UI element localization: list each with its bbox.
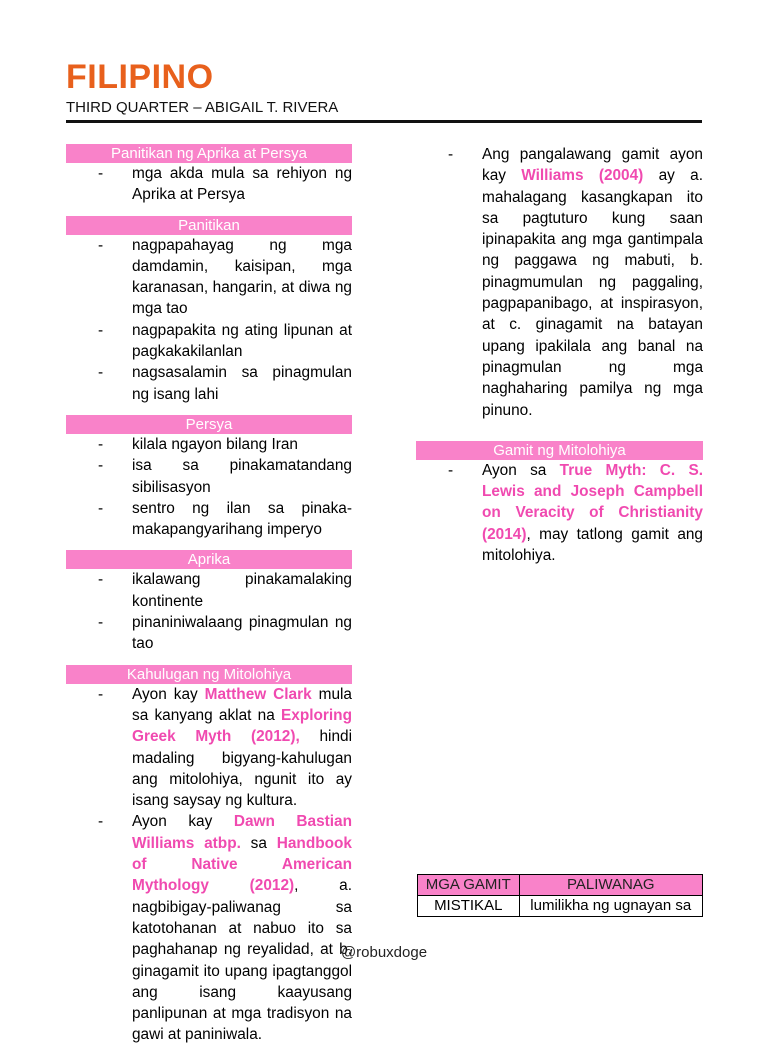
list-item: - Ayon sa True Myth: C. S. Lewis and Joseph Campbell on Veracity of Christianity (2014), may tatlong gamit ang mitolohiya. [416, 460, 703, 566]
page-title: FILIPINO [66, 58, 214, 96]
gamit-table [417, 874, 703, 917]
list-item: - pinaniniwalaang pinagmulan ng tao [66, 612, 352, 655]
list-item: - nagpapakita ng ating lipunan at pagkakakilanlan [66, 320, 352, 363]
header-divider [66, 120, 702, 123]
footer-handle: @robuxdoge [340, 944, 428, 961]
list-item: - kilala ngayon bilang Iran [66, 434, 352, 455]
section-heading-panitikan: Panitikan [66, 216, 352, 235]
left-column [66, 144, 352, 1046]
list-item: - ikalawang pinakamalaking kontinente [66, 569, 352, 612]
citation-title: Handbook of Native American Mythology (2012) [132, 834, 352, 895]
citation-author: Matthew Clark [204, 685, 312, 703]
section-heading-persya: Persya [66, 415, 352, 434]
citation-author: Williams (2004) [521, 167, 644, 185]
list-item: - nagpapahayag ng mga damdamin, kaisipan, mga karanasan, hangarin, at diwa ng mga tao [66, 235, 352, 320]
table-cell: MISTIKAL [418, 896, 520, 917]
list-item: - mga akda mula sa rehiyon ng Aprika at Persya [66, 163, 352, 206]
list-item: - Ayon kay Dawn Bastian Williams atbp. sa Handbook of Native American Mythology (2012), a. nagbibigay-paliwanag sa katotohanan at nabuo ito sa paghahanap ng reyalidad, at b. ginagamit ito upang ipagtanggol ang isang kaayusang panlipunan at mga tradisyon na gawi at paniniwala. [66, 811, 352, 1045]
list-kahulugan-continued [416, 144, 703, 421]
right-column [416, 144, 703, 566]
list-aprika-persya [66, 163, 352, 206]
list-item: - isa sa pinakamatandang sibilisasyon [66, 455, 352, 498]
list-item: - nagsasalamin sa pinagmulan ng isang lahi [66, 362, 352, 405]
list-gamit [416, 460, 703, 566]
section-heading-gamit: Gamit ng Mitolohiya [416, 441, 703, 460]
section-heading-kahulugan: Kahulugan ng Mitolohiya [66, 665, 352, 684]
table-header-row [418, 875, 703, 896]
citation-title: True Myth: C. S. Lewis and Joseph Campbell on Veracity of Christianity (2014) [482, 461, 704, 543]
list-item: - Ang pangalawang gamit ayon kay Williams (2004) ay a. mahalagang kasangkapan ito sa pagtuturo kung saan ipinapakita ang mga gantimpala ng paggawa ng mabuti, b. pinagmumulan ng paggaling, pagpapanibago, at inspirasyon, at c. ginagamit na batayan upang ipakilala ang banal na pinagmulan ng mga naghaharing pamilya ng mga pinuno. [416, 144, 703, 421]
table-header-cell: MGA GAMIT [418, 875, 520, 896]
citation-author: Dawn Bastian Williams atbp. [132, 813, 353, 852]
list-aprika [66, 569, 352, 654]
table-cell: lumilikha ng ugnayan sa [519, 896, 703, 917]
section-heading-aprika-persya: Panitikan ng Aprika at Persya [66, 144, 352, 163]
list-kahulugan [66, 684, 352, 1046]
list-item: - sentro ng ilan sa pinaka-makapangyarihang imperyo [66, 498, 352, 541]
list-item: - Ayon kay Matthew Clark mula sa kanyang aklat na Exploring Greek Myth (2012), hindi madaling bigyang-kahulugan ang mitolohiya, ngunit ito ay isang saysay ng kultura. [66, 684, 352, 812]
list-persya [66, 434, 352, 540]
page-subtitle: THIRD QUARTER – ABIGAIL T. RIVERA [66, 99, 339, 116]
table-row [418, 896, 703, 917]
list-panitikan [66, 235, 352, 405]
table-header-cell: PALIWANAG [519, 875, 703, 896]
section-heading-aprika: Aprika [66, 550, 352, 569]
citation-title: Exploring Greek Myth (2012), [132, 706, 352, 746]
